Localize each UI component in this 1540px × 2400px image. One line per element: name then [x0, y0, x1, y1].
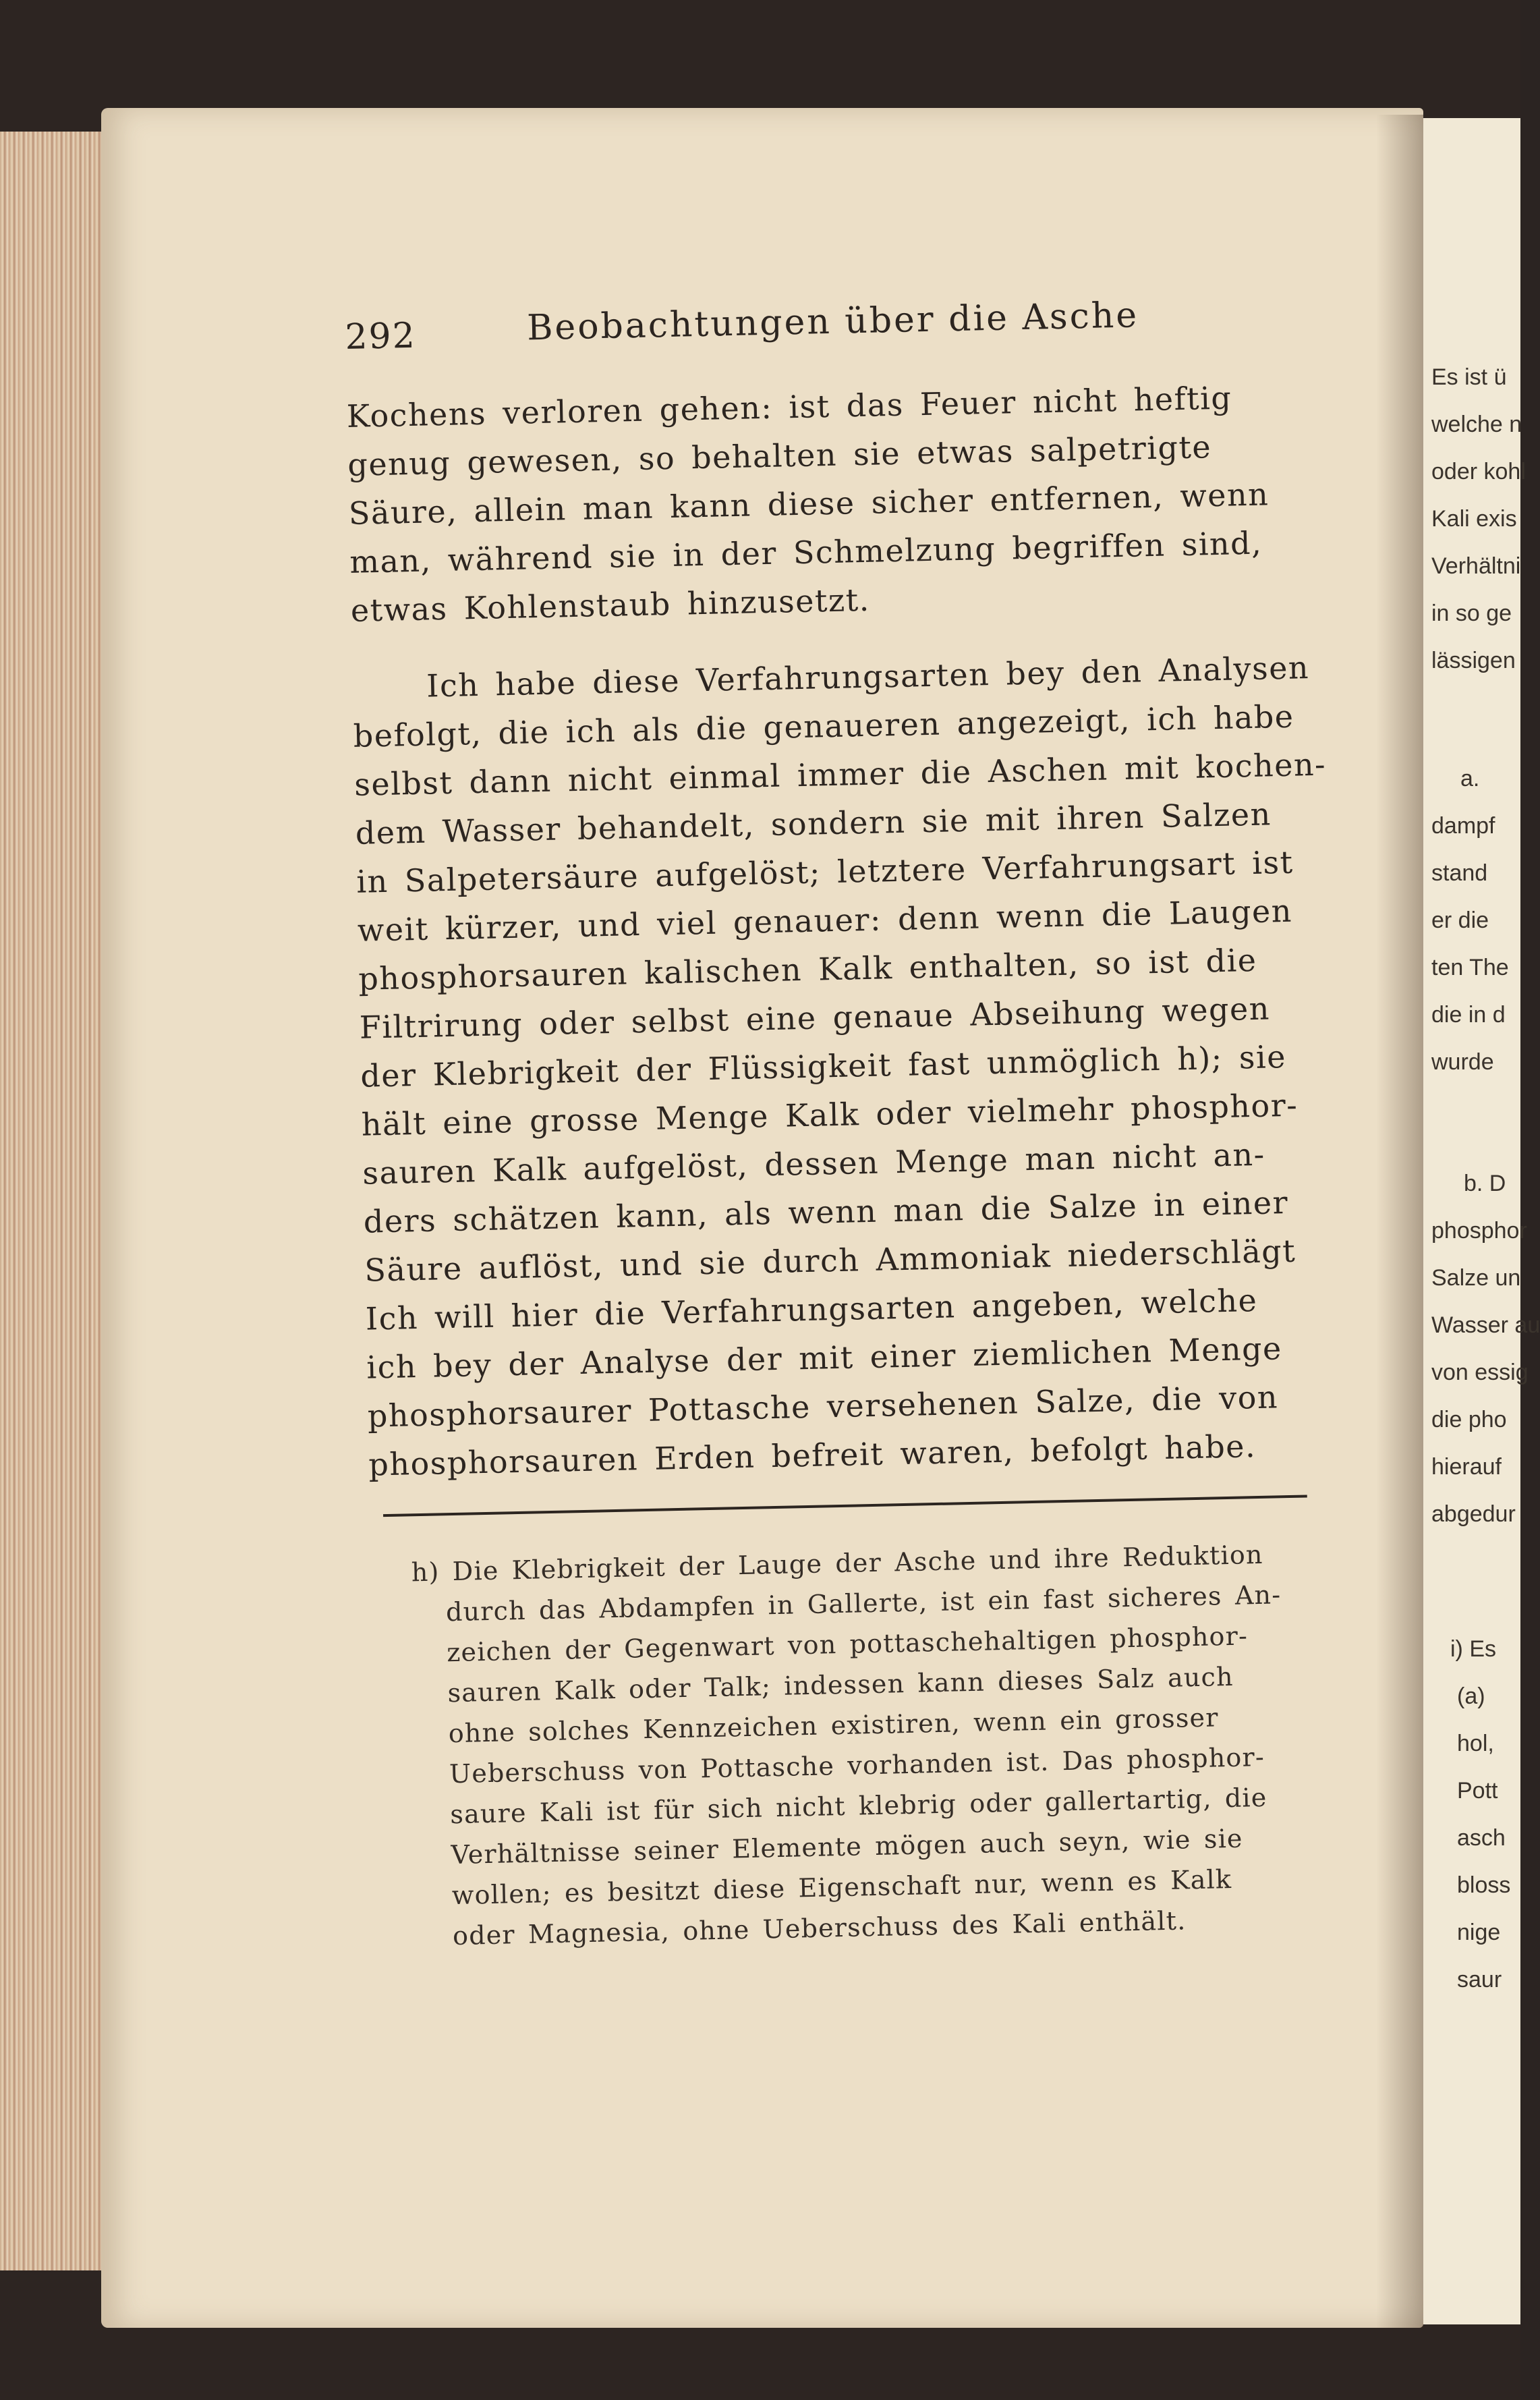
- page-number: 292: [344, 315, 417, 358]
- body-line: Ich will hier die Verfahrungsarten angeben, welche: [365, 1281, 1258, 1337]
- facing-fragment: Wasser au: [1431, 1312, 1540, 1338]
- facing-fragment: ten The: [1431, 955, 1509, 980]
- body-line: hält eine grosse Menge Kalk oder vielmehr phosphor-: [361, 1086, 1299, 1143]
- footnote-line: Verhältnisse seiner Elemente mögen auch seyn, wie sie: [451, 1823, 1244, 1870]
- facing-fragment: i) Es: [1450, 1636, 1496, 1662]
- book-gutter: [1376, 115, 1423, 2328]
- facing-fragment: Es ist ü: [1431, 364, 1507, 390]
- body-line: befolgt, die ich als die genaueren angezeigt, ich habe: [353, 698, 1295, 754]
- facing-page: [1423, 118, 1540, 2324]
- facing-fragment: nige: [1457, 1920, 1501, 1945]
- body-line: weit kürzer, und viel genauer: denn wenn die Laugen: [357, 892, 1293, 949]
- body-line: man, während sie in der Schmelzung begriffen sind,: [349, 524, 1263, 580]
- facing-fragment: Pott: [1457, 1778, 1498, 1804]
- footnote-line: durch das Abdampfen in Gallerte, ist ein fast sicheres An-: [445, 1580, 1282, 1627]
- facing-fragment: wurde: [1431, 1049, 1494, 1075]
- footnote-line: oder Magnesia, ohne Ueberschuss des Kali enthält.: [452, 1905, 1187, 1951]
- facing-fragment: er die: [1431, 908, 1489, 933]
- body-line: Säure, allein man kann diese sicher entfernen, wenn: [348, 476, 1270, 532]
- body-line: Kochens verloren gehen: ist das Feuer nicht heftig: [346, 379, 1232, 435]
- running-head-title: Beobachtungen über die Asche: [526, 295, 1139, 349]
- facing-fragment: b. D: [1464, 1171, 1506, 1196]
- body-line: in Salpetersäure aufgelöst; letztere Verfahrungsart ist: [355, 843, 1294, 900]
- facing-fragment: von essig: [1431, 1360, 1529, 1385]
- body-line: phosphorsauren kalischen Kalk enthalten, so ist die: [358, 941, 1257, 997]
- footnote-line: saure Kali ist für sich nicht klebrig oder gallertartig, die: [449, 1782, 1267, 1830]
- body-line: phosphorsauren Erden befreit waren, befolgt habe.: [368, 1428, 1257, 1483]
- facing-fragment: (a): [1457, 1683, 1485, 1709]
- body-line: etwas Kohlenstaub hinzusetzt.: [350, 581, 871, 629]
- footnote-line: ohne solches Kennzeichen existiren, wenn ein grosser: [448, 1702, 1219, 1749]
- body-line: genug gewesen, so behalten sie etwas salpetrigte: [347, 428, 1212, 483]
- body-line: sauren Kalk aufgelöst, dessen Menge man nicht an-: [362, 1136, 1266, 1192]
- facing-fragment: in so ge: [1431, 601, 1512, 626]
- facing-fragment: Salze un: [1431, 1265, 1521, 1291]
- footnote-line: zeichen der Gegenwart von pottaschehaltigen phosphor-: [446, 1621, 1249, 1668]
- facing-fragment: lässigen: [1431, 648, 1516, 673]
- footnote-line: h) Die Klebrigkeit der Lauge der Asche und ihre Reduktion: [411, 1539, 1264, 1588]
- body-line: Ich habe diese Verfahrungsarten bey den Analysen: [426, 649, 1310, 704]
- facing-fragment: die in d: [1431, 1002, 1506, 1028]
- footnote-line: wollen; es besitzt diese Eigenschaft nur, wenn es Kalk: [451, 1864, 1232, 1911]
- facing-fragment: hol,: [1457, 1731, 1494, 1756]
- facing-fragment: hierauf: [1431, 1454, 1502, 1480]
- body-line: ders schätzen kann, als wenn man die Salze in einer: [363, 1183, 1289, 1240]
- body-line: dem Wasser behandelt, sondern sie mit ihren Salzen: [355, 796, 1272, 852]
- facing-fragment: Kali exis: [1431, 506, 1517, 532]
- body-line: selbst dann nicht einmal immer die Aschen mit kochen-: [353, 746, 1327, 803]
- page-edges: [0, 132, 108, 2270]
- facing-fragment: saur: [1457, 1967, 1502, 1992]
- facing-fragment: welche n: [1431, 412, 1522, 437]
- body-line: der Klebrigkeit der Flüssigkeit fast unmöglich h); sie: [360, 1038, 1287, 1094]
- facing-fragment: dampf: [1431, 813, 1495, 839]
- facing-fragment: bloss: [1457, 1872, 1511, 1898]
- body-line: Säure auflöst, und sie durch Ammoniak niederschlägt: [364, 1232, 1296, 1289]
- footnote-line: Ueberschuss von Pottasche vorhanden ist. Das phosphor-: [449, 1741, 1265, 1789]
- facing-fragment: asch: [1457, 1825, 1506, 1851]
- facing-fragment: Verhältni: [1431, 553, 1521, 579]
- facing-fragment: a.: [1460, 766, 1480, 791]
- facing-fragment: die pho: [1431, 1407, 1507, 1432]
- facing-fragment: stand: [1431, 860, 1488, 886]
- body-line: ich bey der Analyse der mit einer ziemlichen Menge: [366, 1330, 1283, 1386]
- facing-fragment: phosphor: [1431, 1218, 1527, 1244]
- footnote-line: sauren Kalk oder Talk; indessen kann dieses Salz auch: [447, 1661, 1234, 1708]
- facing-fragment: abgedur: [1431, 1501, 1516, 1527]
- body-line: phosphorsaurer Pottasche versehenen Salze, die von: [367, 1378, 1279, 1434]
- facing-fragment: oder kohl: [1431, 459, 1526, 484]
- body-line: Filtrirung oder selbst eine genaue Abseihung wegen: [359, 990, 1271, 1046]
